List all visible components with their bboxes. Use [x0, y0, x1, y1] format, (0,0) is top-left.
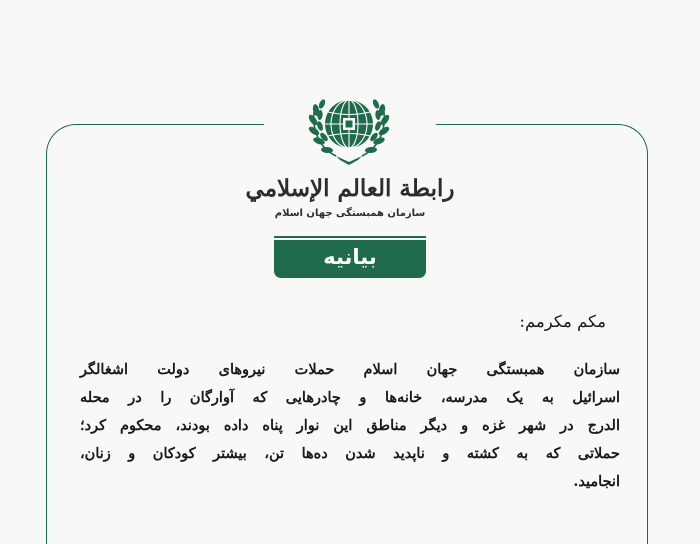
statement-badge: بیانیه [274, 240, 426, 278]
organization-name-persian: سازمان همبستگی جهان اسلام [274, 208, 426, 219]
statement-body [80, 356, 620, 496]
globe-wreath-emblem-icon [306, 84, 392, 166]
svg-text:رابطة العالم الإسلامي: رابطة العالم الإسلامي [245, 175, 455, 202]
badge-top-line [274, 236, 426, 238]
body-line: حملاتی که به کشته و ناپدید شدن ده‌ها تن، بیشتر کودکان و زنان، [80, 445, 620, 462]
body-line: اسرائیل به یک مدرسه، خانه‌ها و چادرهایی که آوارگان را در محله [80, 389, 620, 406]
body-line-last: انجامید. [573, 473, 620, 490]
body-line: الدرج در شهر غزه و دیگر مناطق این نوار پناه داده بودند، محکوم کرد؛ [80, 417, 620, 434]
salutation: مکم مکرمم: [519, 312, 606, 331]
organization-logo-arabic [245, 164, 455, 208]
body-line: سازمان همبستگی جهان اسلام حملات نیروهای دولت اشغالگر [80, 361, 620, 378]
